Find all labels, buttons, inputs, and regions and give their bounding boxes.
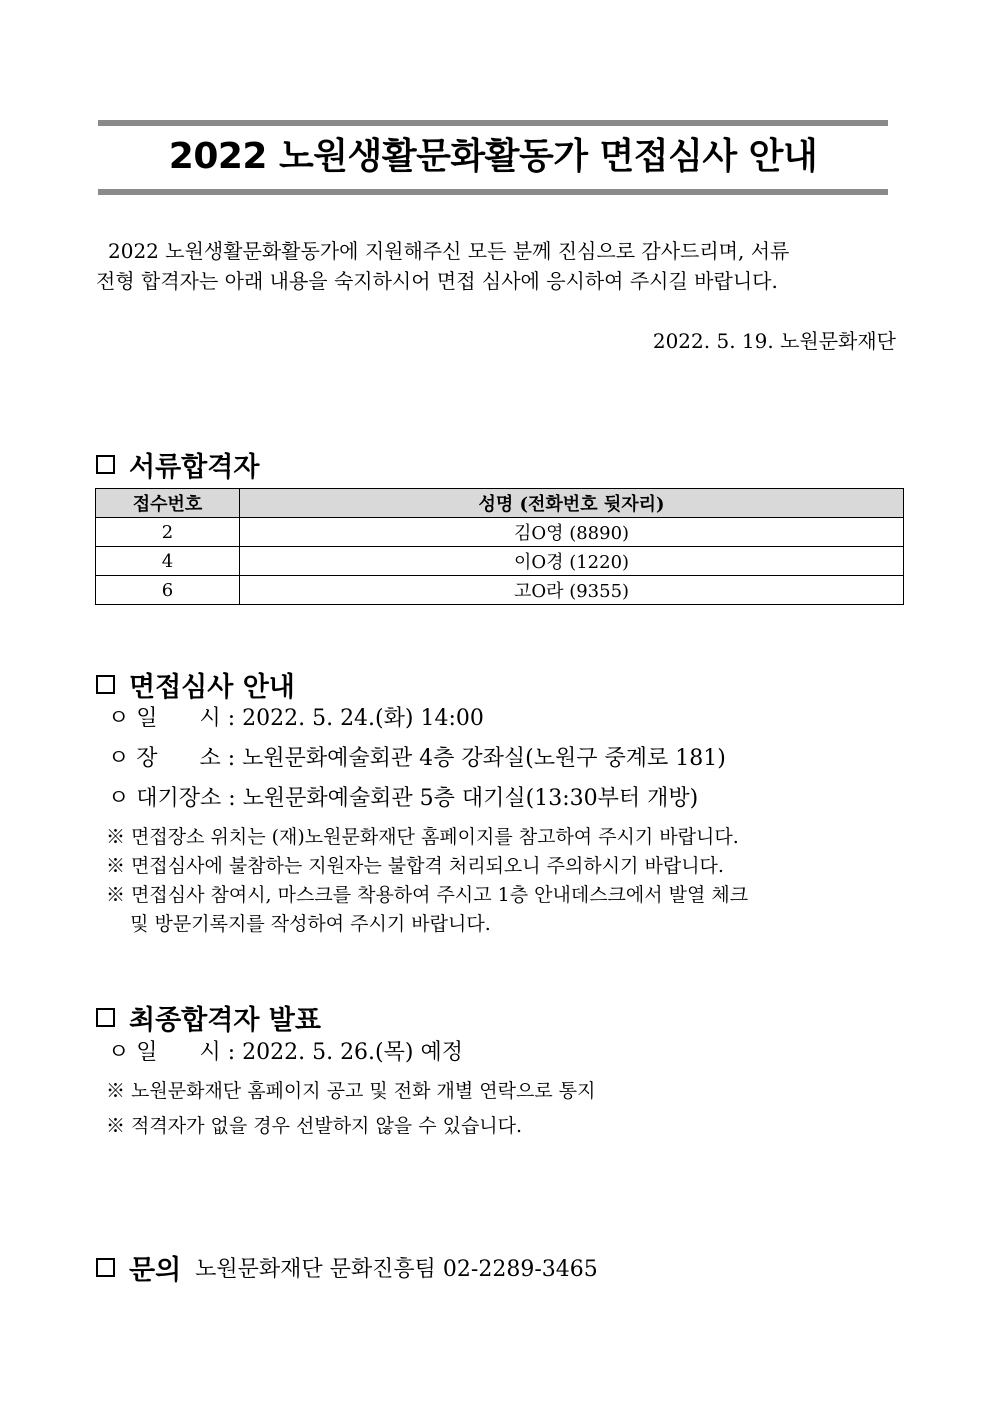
checkbox-square-icon bbox=[96, 1008, 115, 1027]
list-item: ㅇ 일 시 : 2022. 5. 24.(화) 14:00 bbox=[108, 706, 484, 731]
note-item: ※ 면접심사에 불참하는 지원자는 불합격 처리되오니 주의하시기 바랍니다. bbox=[106, 855, 724, 877]
table-cell: 4 bbox=[96, 547, 240, 576]
table-cell: 2 bbox=[96, 518, 240, 547]
table-cell: 김O영 (8890) bbox=[240, 518, 904, 547]
table-cell: 6 bbox=[96, 576, 240, 605]
intro-line-1: 2022 노원생활문화활동가에 지원해주신 모든 분께 진심으로 감사드리며, 서류 bbox=[108, 239, 790, 263]
table-row bbox=[96, 518, 904, 547]
page-title: 2022 노원생활문화활동가 면접심사 안내 bbox=[168, 136, 818, 177]
section-title: 면접심사 안내 bbox=[129, 672, 295, 703]
checkbox-square-icon bbox=[96, 455, 115, 474]
table-cell: 이O경 (1220) bbox=[240, 547, 904, 576]
list-item: ㅇ 대기장소 : 노원문화예술회관 5층 대기실(13:30부터 개방) bbox=[108, 786, 699, 811]
checkbox-square-icon bbox=[96, 675, 115, 694]
contact-info: 노원문화재단 문화진흥팀 02-2289-3465 bbox=[195, 1257, 598, 1282]
results-table bbox=[95, 488, 904, 605]
checkbox-square-icon bbox=[96, 1258, 115, 1277]
note-item: ※ 면접심사 참여시, 마스크를 착용하여 주시고 1층 안내데스크에서 발열 체크 bbox=[106, 884, 749, 906]
title-bottom-rule bbox=[98, 189, 888, 195]
table-cell: 고O라 (9355) bbox=[240, 576, 904, 605]
title-top-rule bbox=[98, 120, 888, 126]
table-header-cell: 성명 (전화번호 뒷자리) bbox=[240, 489, 904, 518]
table-header-row bbox=[96, 489, 904, 518]
note-item: ※ 노원문화재단 홈페이지 공고 및 전화 개별 연락으로 통지 bbox=[106, 1080, 596, 1102]
section-heading-document-pass bbox=[96, 445, 259, 484]
table-row bbox=[96, 576, 904, 605]
section-heading-final-announcement bbox=[96, 998, 321, 1037]
section-title: 문의 bbox=[129, 1255, 182, 1286]
table-row bbox=[96, 547, 904, 576]
list-item: ㅇ 장 소 : 노원문화예술회관 4층 강좌실(노원구 중계로 181) bbox=[108, 746, 726, 771]
list-item: ㅇ 일 시 : 2022. 5. 26.(목) 예정 bbox=[108, 1040, 463, 1065]
note-item: 및 방문기록지를 작성하여 주시기 바랍니다. bbox=[106, 913, 491, 935]
date-organization: 2022. 5. 19. 노원문화재단 bbox=[652, 329, 896, 353]
section-heading-interview bbox=[96, 665, 295, 704]
section-heading-contact bbox=[96, 1248, 598, 1287]
section-title: 최종합격자 발표 bbox=[129, 1005, 321, 1036]
note-item: ※ 적격자가 없을 경우 선발하지 않을 수 있습니다. bbox=[106, 1115, 523, 1137]
intro-line-2: 전형 합격자는 아래 내용을 숙지하시어 면접 심사에 응시하여 주시길 바랍니다. bbox=[96, 269, 778, 293]
table-header-cell: 접수번호 bbox=[96, 489, 240, 518]
section-title: 서류합격자 bbox=[129, 452, 260, 483]
note-item: ※ 면접장소 위치는 (재)노원문화재단 홈페이지를 참고하여 주시기 바랍니다. bbox=[106, 826, 739, 848]
intro-paragraph bbox=[96, 236, 894, 296]
